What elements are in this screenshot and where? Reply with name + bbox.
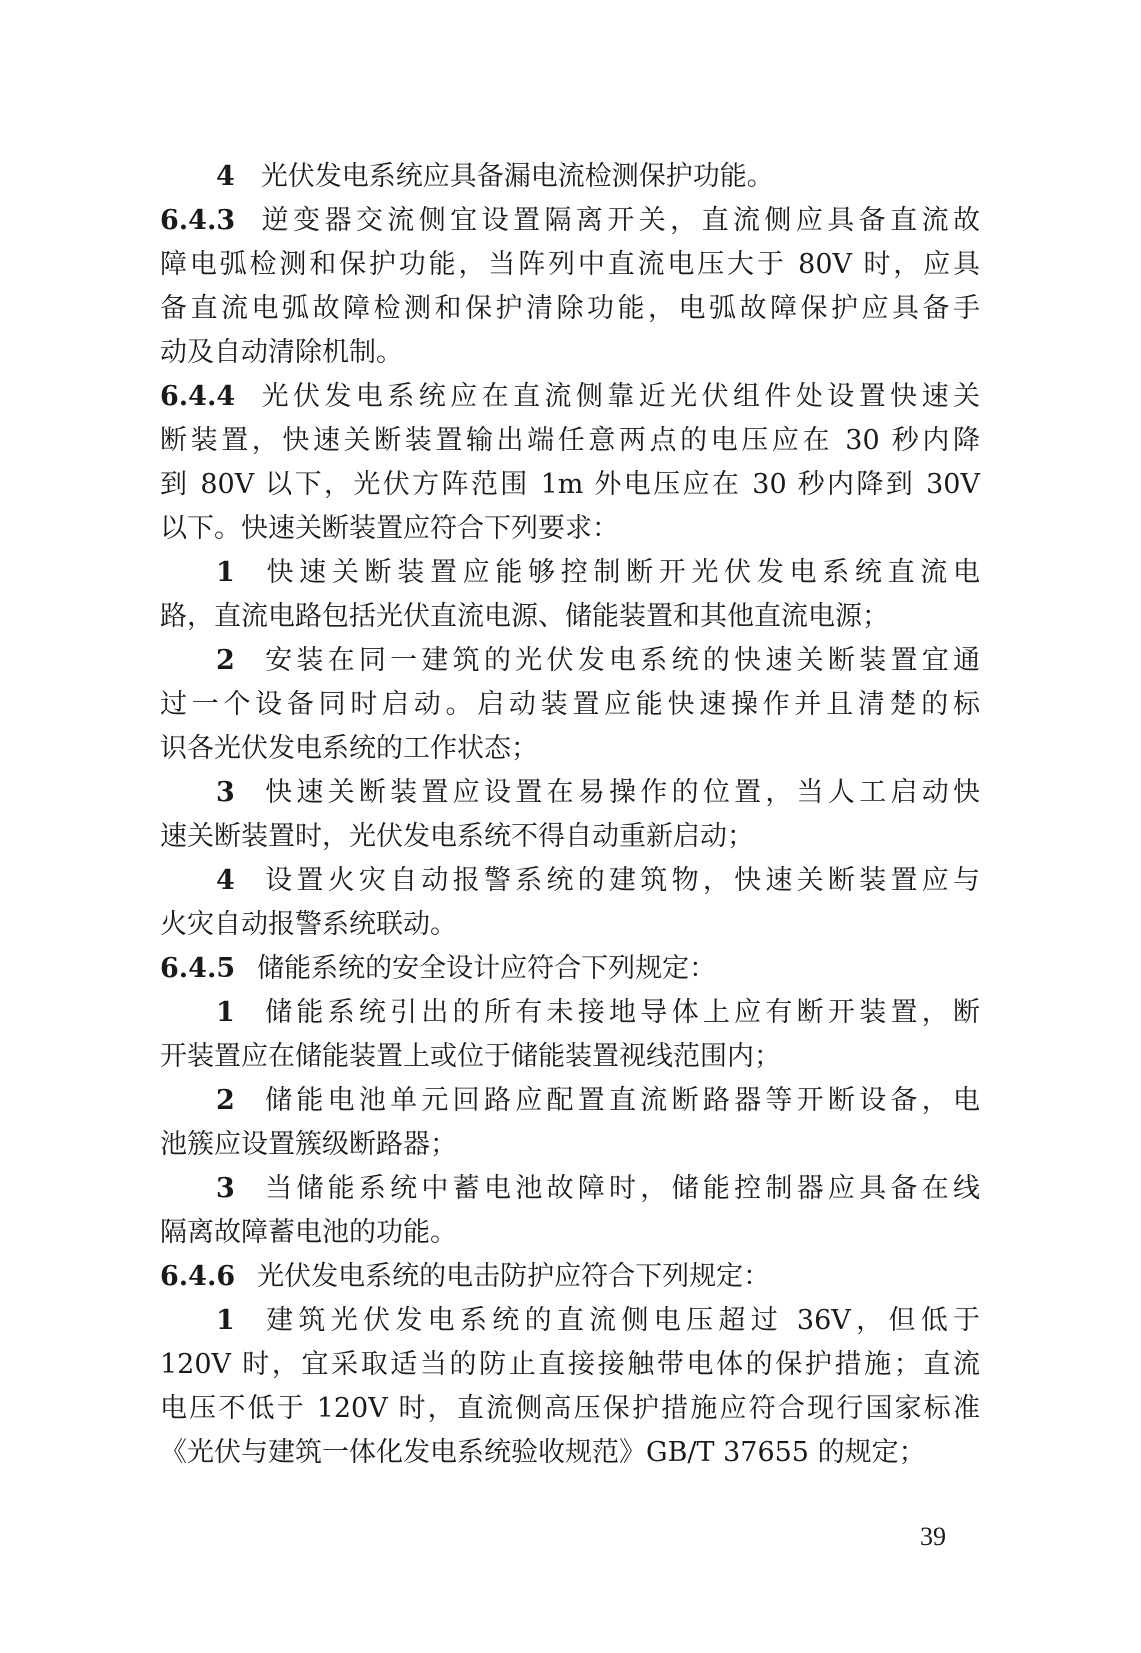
text-line bbox=[160, 1387, 980, 1431]
page-number: 39 bbox=[920, 1522, 946, 1551]
line-text: 电压不低于 120V 时，直流侧高压保护措施应符合现行国家标准 bbox=[160, 1393, 980, 1424]
item-number: 4 bbox=[216, 865, 235, 896]
text-line bbox=[160, 815, 980, 859]
item-number: 3 bbox=[216, 1173, 235, 1204]
line-text: 储能系统的安全设计应符合下列规定： bbox=[257, 953, 717, 984]
line-text: 以下。快速关断装置应符合下列要求： bbox=[160, 513, 619, 544]
text-line bbox=[160, 947, 980, 991]
line-text: 光伏发电系统应在直流侧靠近光伏组件处设置快速关 bbox=[257, 381, 980, 412]
text-line bbox=[160, 903, 980, 947]
line-text: 光伏发电系统应具备漏电流检测保护功能。 bbox=[260, 161, 774, 192]
text-line bbox=[160, 683, 980, 727]
text-line bbox=[160, 155, 980, 199]
line-text: 120V 时，宜采取适当的防止直接接触带电体的保护措施；直流 bbox=[160, 1349, 980, 1380]
line-text: 速关断装置时，光伏发电系统不得自动重新启动； bbox=[160, 821, 754, 852]
text-line bbox=[160, 1035, 980, 1079]
text-line bbox=[160, 595, 980, 639]
text-line bbox=[160, 1431, 980, 1475]
text-line bbox=[160, 199, 980, 243]
text-line bbox=[160, 639, 980, 683]
item-number: 2 bbox=[216, 1085, 235, 1116]
line-text: 建筑光伏发电系统的直流侧电压超过 36V，但低于 bbox=[260, 1305, 980, 1336]
text-line bbox=[160, 1123, 980, 1167]
text-line bbox=[160, 1343, 980, 1387]
line-text: 储能电池单元回路应配置直流断路器等开断设备，电 bbox=[260, 1085, 980, 1116]
line-text: 断装置，快速关断装置输出端任意两点的电压应在 30 秒内降 bbox=[160, 425, 980, 456]
item-number: 1 bbox=[216, 557, 235, 588]
line-text: 快速关断装置应设置在易操作的位置，当人工启动快 bbox=[260, 777, 980, 808]
line-text: 火灾自动报警系统联动。 bbox=[160, 909, 457, 940]
line-text: 开装置应在储能装置上或位于储能装置视线范围内； bbox=[160, 1041, 781, 1072]
line-text: 《光伏与建筑一体化发电系统验收规范》GB/T 37655 的规定； bbox=[160, 1437, 926, 1468]
text-line bbox=[160, 771, 980, 815]
line-text: 池簇应设置簇级断路器； bbox=[160, 1129, 457, 1160]
item-number: 4 bbox=[216, 161, 235, 192]
line-text: 备直流电弧故障检测和保护清除功能，电弧故障保护应具备手 bbox=[160, 293, 980, 324]
text-line bbox=[160, 1299, 980, 1343]
line-text: 当储能系统中蓄电池故障时，储能控制器应具备在线 bbox=[260, 1173, 980, 1204]
text-line bbox=[160, 463, 980, 507]
line-text: 障电弧检测和保护功能，当阵列中直流电压大于 80V 时，应具 bbox=[160, 249, 980, 280]
text-line bbox=[160, 727, 980, 771]
line-text: 安装在同一建筑的光伏发电系统的快速关断装置宜通 bbox=[260, 645, 980, 676]
item-number: 1 bbox=[216, 997, 235, 1028]
text-line bbox=[160, 375, 980, 419]
line-text: 到 80V 以下，光伏方阵范围 1m 外电压应在 30 秒内降到 30V bbox=[160, 469, 980, 500]
item-number: 1 bbox=[216, 1305, 235, 1336]
text-line bbox=[160, 859, 980, 903]
item-number: 3 bbox=[216, 777, 235, 808]
text-line bbox=[160, 1255, 980, 1299]
text-line bbox=[160, 243, 980, 287]
text-line bbox=[160, 1079, 980, 1123]
clause-number: 6.4.3 bbox=[160, 205, 236, 236]
line-text: 隔离故障蓄电池的功能。 bbox=[160, 1217, 457, 1248]
text-line bbox=[160, 287, 980, 331]
line-text: 快速关断装置应能够控制断开光伏发电系统直流电 bbox=[260, 557, 980, 588]
text-line bbox=[160, 991, 980, 1035]
line-text: 逆变器交流侧宜设置隔离开关，直流侧应具备直流故 bbox=[257, 205, 980, 236]
text-line bbox=[160, 551, 980, 595]
clause-number: 6.4.4 bbox=[160, 381, 236, 412]
line-text: 设置火灾自动报警系统的建筑物，快速关断装置应与 bbox=[260, 865, 980, 896]
text-line bbox=[160, 419, 980, 463]
clause-number: 6.4.6 bbox=[160, 1261, 236, 1292]
line-text: 路，直流电路包括光伏直流电源、储能装置和其他直流电源； bbox=[160, 601, 889, 632]
line-text: 储能系统引出的所有未接地导体上应有断开装置，断 bbox=[260, 997, 980, 1028]
item-number: 2 bbox=[216, 645, 235, 676]
text-line bbox=[160, 331, 980, 375]
clause-number: 6.4.5 bbox=[160, 953, 236, 984]
line-text: 光伏发电系统的电击防护应符合下列规定： bbox=[257, 1261, 771, 1292]
line-text: 动及自动清除机制。 bbox=[160, 337, 403, 368]
text-line bbox=[160, 1211, 980, 1255]
line-text: 过一个设备同时启动。启动装置应能快速操作并且清楚的标 bbox=[160, 689, 980, 720]
document-body bbox=[160, 155, 980, 1475]
text-line bbox=[160, 1167, 980, 1211]
line-text: 识各光伏发电系统的工作状态； bbox=[160, 733, 538, 764]
text-line bbox=[160, 507, 980, 551]
